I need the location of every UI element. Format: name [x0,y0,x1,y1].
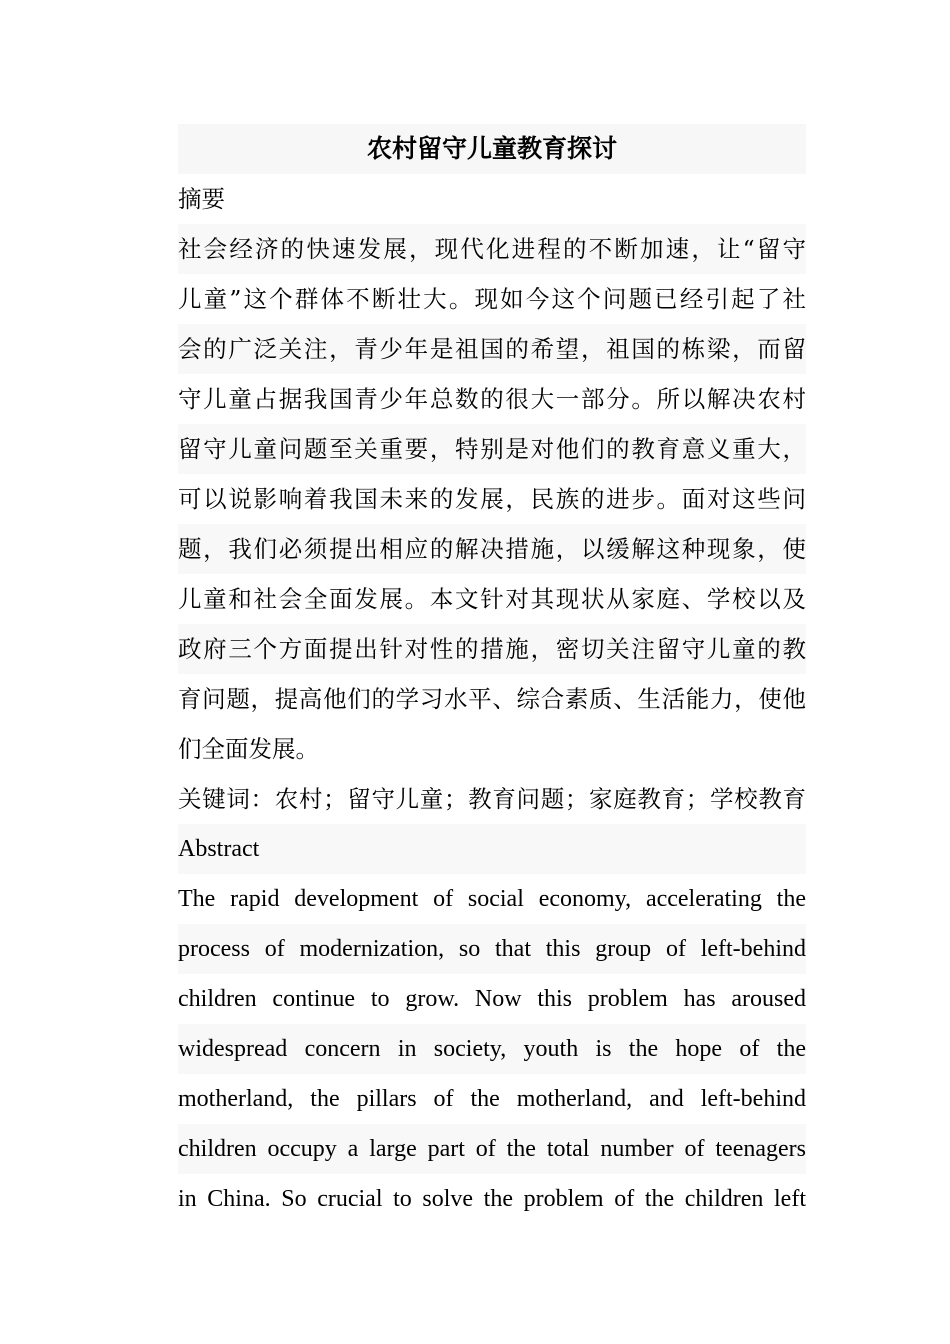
keywords-line: 关键词：农村；留守儿童；教育问题；家庭教育；学校教育 [178,785,806,813]
abstract-en-line: children occupy a large part of the total number of teenagers [178,1124,806,1174]
abstract-zh-line: 题，我们必须提出相应的解决措施，以缓解这种现象，使 [178,524,806,574]
abstract-zh-line: 儿童”这个群体不断壮大。现如今这个问题已经引起了社 [178,285,806,313]
abstract-zh-line: 留守儿童问题至关重要，特别是对他们的教育意义重大， [178,424,806,474]
abstract-en-line: widespread concern in society, youth is the hope of the [178,1024,806,1074]
abstract-zh-line: 儿童和社会全面发展。本文针对其现状从家庭、学校以及 [178,585,806,613]
abstract-en-line: motherland, the pillars of the motherland, and left-behind [178,1086,806,1112]
abstract-zh-heading: 摘要 [178,185,225,213]
abstract-zh-line: 守儿童占据我国青少年总数的很大一部分。所以解决农村 [178,385,806,413]
abstract-zh-line: 育问题，提高他们的学习水平、综合素质、生活能力，使他 [178,685,806,713]
abstract-zh-line: 会的广泛关注，青少年是祖国的希望，祖国的栋梁，而留 [178,324,806,374]
document-title: 农村留守儿童教育探讨 [178,124,806,174]
abstract-en-line: in China. So crucial to solve the problem of the children left [178,1186,806,1212]
document-body [178,124,806,1224]
abstract-en-line: process of modernization, so that this group of left-behind [178,924,806,974]
abstract-zh-line: 可以说影响着我国未来的发展，民族的进步。面对这些问 [178,485,806,513]
abstract-zh-line: 政府三个方面提出针对性的措施，密切关注留守儿童的教 [178,624,806,674]
abstract-zh-line: 社会经济的快速发展，现代化进程的不断加速，让“留守 [178,224,806,274]
abstract-en-line: The rapid development of social economy, accelerating the [178,886,806,912]
abstract-zh-line: 们全面发展。 [178,735,319,763]
abstract-en-line: children continue to grow. Now this problem has aroused [178,986,806,1012]
abstract-en-heading: Abstract [178,824,806,874]
